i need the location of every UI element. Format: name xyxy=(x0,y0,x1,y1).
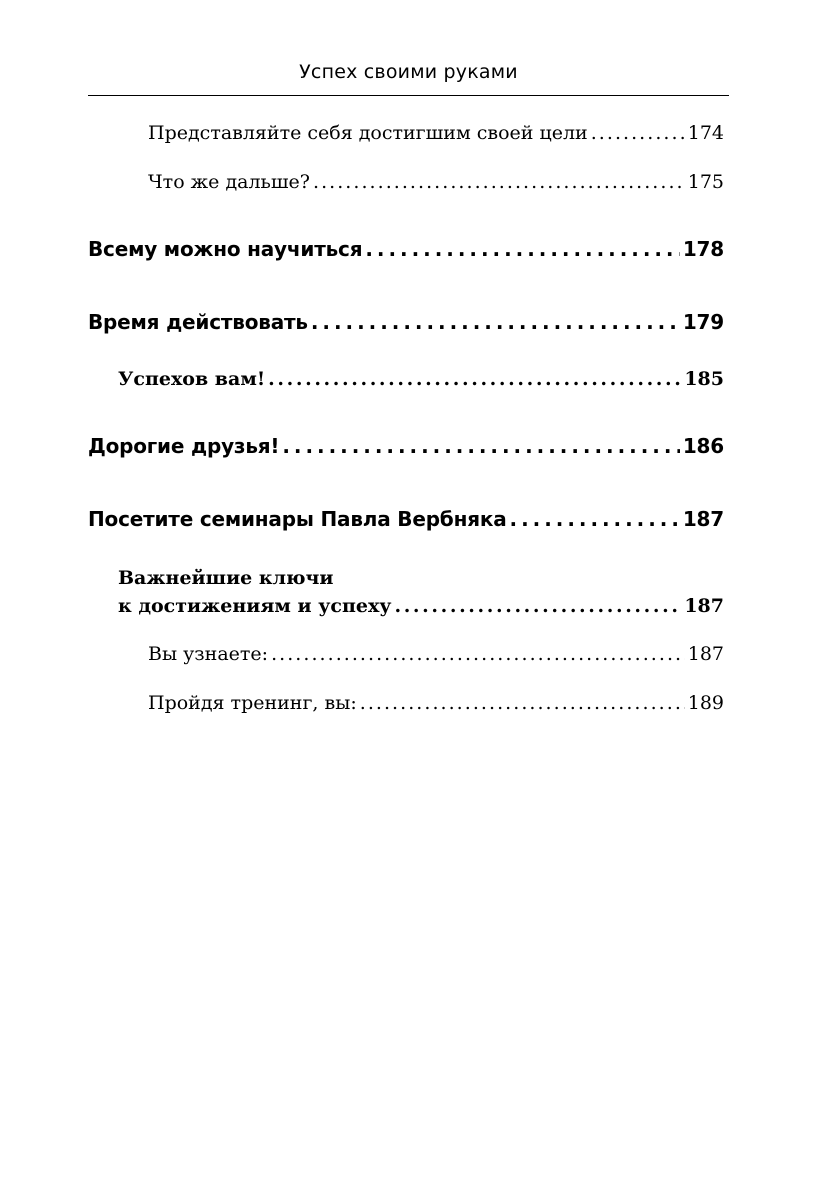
toc-entry-title: Пройдя тренинг, вы: xyxy=(148,692,357,714)
dot-leader xyxy=(510,507,680,531)
toc-chapter-entry[interactable] xyxy=(88,434,724,458)
toc-entry-page: 185 xyxy=(684,368,724,390)
toc-entry-title: Успехов вам! xyxy=(118,368,266,390)
toc-entry-title-line1[interactable]: Важнейшие ключи xyxy=(118,567,334,589)
toc-chapter-entry[interactable] xyxy=(88,237,724,261)
dot-leader xyxy=(365,237,679,261)
dot-leader xyxy=(311,310,680,334)
toc-entry-page: 179 xyxy=(682,310,724,334)
toc-entry-page: 186 xyxy=(682,434,724,458)
toc-entry-title: Всему можно научиться xyxy=(88,237,363,261)
dot-leader xyxy=(271,643,685,665)
toc-entry-title: Дорогие друзья! xyxy=(88,434,280,458)
toc-entry-page: 187 xyxy=(682,507,724,531)
toc-entry-page: 189 xyxy=(687,692,724,714)
dot-leader xyxy=(268,368,681,390)
toc-entry[interactable] xyxy=(148,171,724,193)
toc-entry-title: Представляйте себя достигшим своей цели xyxy=(148,122,588,144)
toc-section-entry[interactable] xyxy=(118,368,724,390)
toc-entry-title: Что же дальше? xyxy=(148,171,310,193)
dot-leader xyxy=(591,122,685,144)
dot-leader xyxy=(360,692,685,714)
toc-entry-title-line2: к достижениям и успеху xyxy=(118,595,392,617)
toc-entry[interactable] xyxy=(148,643,724,665)
toc-entry-page: 174 xyxy=(687,122,724,144)
toc-chapter-entry[interactable] xyxy=(88,507,724,531)
toc-entry[interactable] xyxy=(148,122,724,144)
dot-leader xyxy=(394,595,681,617)
toc-section-entry[interactable] xyxy=(118,595,724,617)
toc-entry-page: 178 xyxy=(682,237,724,261)
toc-entry-page: 187 xyxy=(687,643,724,665)
toc-chapter-entry[interactable] xyxy=(88,310,724,334)
running-head-title: Успех своими руками xyxy=(299,61,518,83)
toc-entry-title: Посетите семинары Павла Вербняка xyxy=(88,507,507,531)
toc-entry[interactable] xyxy=(148,692,724,714)
dot-leader xyxy=(282,434,680,458)
toc-entry-page: 175 xyxy=(687,171,724,193)
toc-entry-title: Вы узнаете: xyxy=(148,643,269,665)
dot-leader xyxy=(313,171,685,193)
toc-entry-page: 187 xyxy=(684,595,724,617)
toc-entry-title: Время действовать xyxy=(88,310,308,334)
